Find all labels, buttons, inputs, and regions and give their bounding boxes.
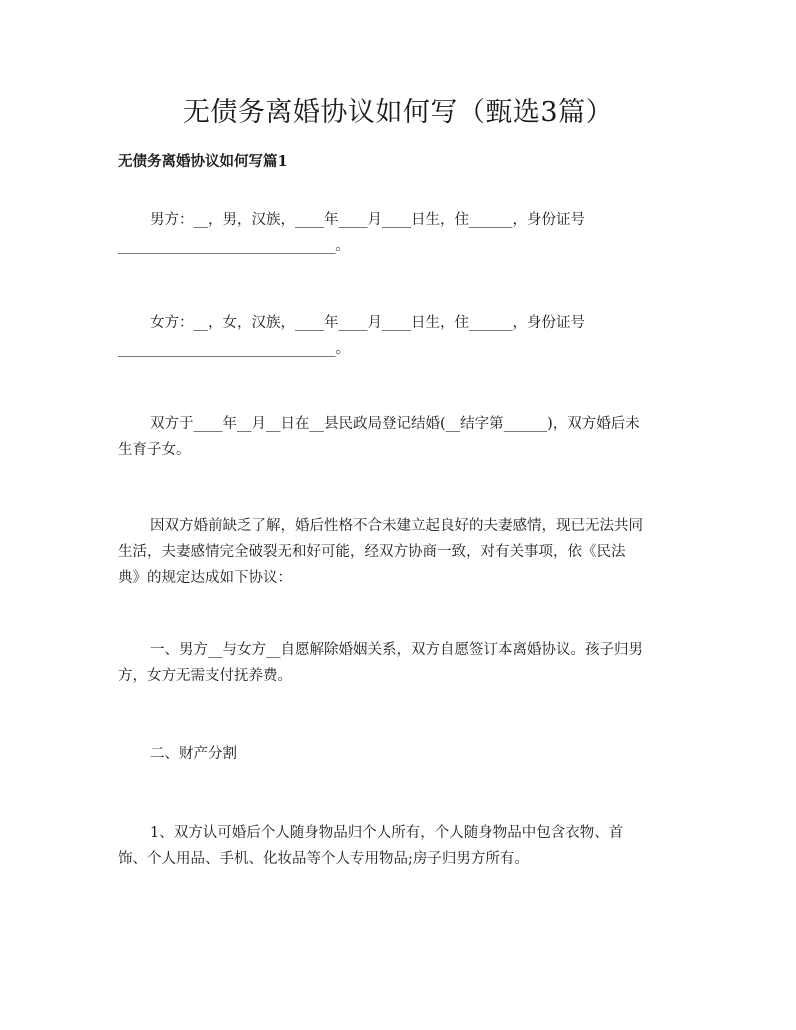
paragraph-line: 方，女方无需支付抚养费。 [118, 668, 292, 684]
paragraph-property-item-one [118, 820, 690, 872]
paragraph-line: 男方：__，男，汉族，____年____月____日生，住______，身份证号 [150, 212, 585, 228]
paragraph-clause-two-heading [118, 741, 690, 767]
paragraph-line: 生育子女。 [118, 442, 191, 458]
paragraph-line: 饰、个人用品、手机、化妆品等个人专用物品;房子归男方所有。 [118, 851, 529, 867]
paragraph-female-party [118, 310, 690, 362]
paragraph-line: 一、男方__与女方__自愿解除婚姻关系，双方自愿签订本离婚协议。孩子归男 [150, 642, 643, 658]
paragraph-reason [118, 513, 690, 591]
paragraph-line: 1、双方认可婚后个人随身物品归个人所有，个人随身物品中包含衣物、首 [150, 825, 624, 841]
document-title: 无债务离婚协议如何写（甄选3篇） [182, 97, 614, 128]
paragraph-male-party [118, 207, 690, 259]
paragraph-marriage-registration [118, 411, 690, 463]
section-heading: 无债务离婚协议如何写篇1 [118, 153, 288, 170]
paragraph-line: 生活，夫妻感情完全破裂无和好可能，经双方协商一致，对有关事项，依《民法 [118, 544, 626, 560]
paragraph-line: 典》的规定达成如下协议： [118, 570, 292, 586]
paragraph-line: 二、财产分割 [150, 746, 237, 762]
paragraph-line: 双方于____年__月__日在__县民政局登记结婚(__结字第______)，双方婚后未 [150, 416, 640, 432]
paragraph-line: 因双方婚前缺乏了解，婚后性格不合未建立起良好的夫妻感情，现已无法共同 [150, 518, 643, 534]
paragraph-line: 女方：__，女，汉族，____年____月____日生，住______，身份证号 [150, 315, 585, 331]
paragraph-line: ______________________________。 [118, 238, 350, 254]
paragraph-clause-one [118, 637, 690, 689]
paragraph-line: ______________________________。 [118, 341, 350, 357]
